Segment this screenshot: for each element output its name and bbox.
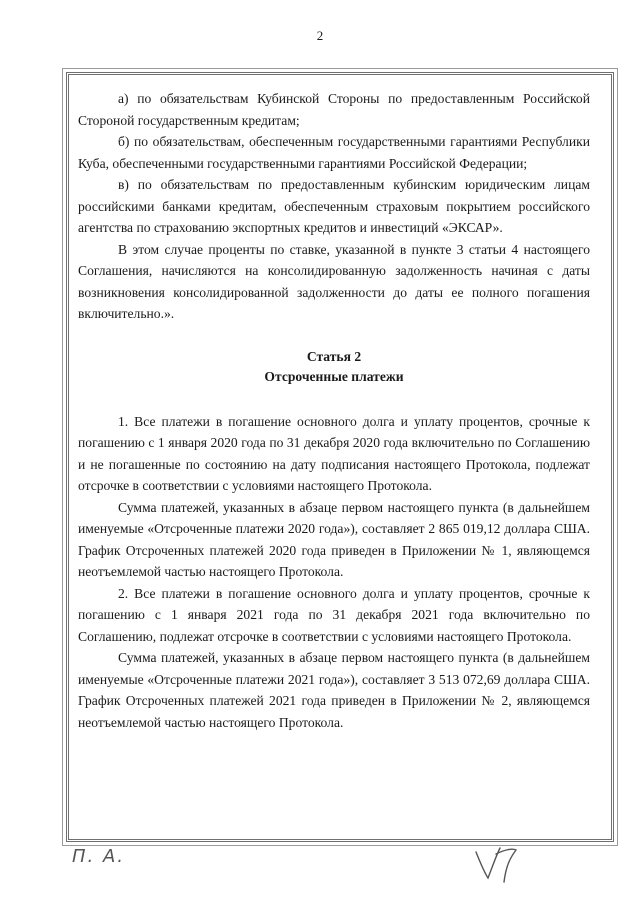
article-title: Отсроченные платежи xyxy=(264,368,404,384)
handwritten-signature xyxy=(470,838,530,893)
article-number: Статья 2 xyxy=(306,348,362,364)
document-body xyxy=(78,88,590,733)
paragraph-amount-2020: Сумма платежей, указанных в абзаце первом настоящего пункта (в дальнейшем именуемые «Отсроченные платежи 2020 года»), составляет 2 865 019,12 доллара США. График Отсроченных платежей 2020 года приведен в Приложении № 1, являющемся неотъемлемой частью настоящего Протокола. xyxy=(78,499,590,579)
handwritten-initials: П. А. xyxy=(72,846,126,867)
paragraph-clause-1: 1. Все платежи в погашение основного долга и уплату процентов, срочные к погашению с 1 января 2020 года по 31 декабря 2020 года включительно по Соглашению и не погашенные по состоянию на дату подписания настоящего Протокола, подлежат отсрочке в соответствии с условиями настоящего Протокола. xyxy=(78,413,590,493)
paragraph-clause-2: 2. Все платежи в погашение основного долга и уплату процентов, срочные к погашению с 1 января 2021 года по 31 декабря 2021 года включительно по Соглашению, подлежат отсрочке в соответствии с условиями настоящего Протокола. xyxy=(78,585,590,644)
page-number: 2 xyxy=(316,28,324,43)
paragraph-b: б) по обязательствам, обеспеченным государственными гарантиями Республики Куба, обеспеченными государственными гарантиями Российской Федерации; xyxy=(78,134,590,171)
paragraph-amount-2021: Сумма платежей, указанных в абзаце первом настоящего пункта (в дальнейшем именуемые «Отсроченные платежи 2021 года»), составляет 3 513 072,69 доллара США. График Отсроченных платежей 2021 года приведен в Приложении № 2, являющемся неотъемлемой частью настоящего Протокола. xyxy=(78,650,590,730)
signature-mark xyxy=(470,838,530,888)
paragraph-c: в) по обязательствам по предоставленным кубинским юридическим лицам российскими банками кредитам, обеспеченным страховым покрытием российского агентства по страхованию экспортных кредитов и инвестиций «ЭКСАР». xyxy=(78,177,590,235)
paragraph-interest: В этом случае проценты по ставке, указанной в пункте 3 статьи 4 настоящего Соглашения, начисляются на консолидированную задолженность начиная с даты возникновения консолидированной задолженности до даты ее полного погашения включительно.». xyxy=(78,241,590,321)
paragraph-a: а) по обязательствам Кубинской Стороны по предоставленным Российской Стороной государственным кредитам; xyxy=(78,91,590,128)
